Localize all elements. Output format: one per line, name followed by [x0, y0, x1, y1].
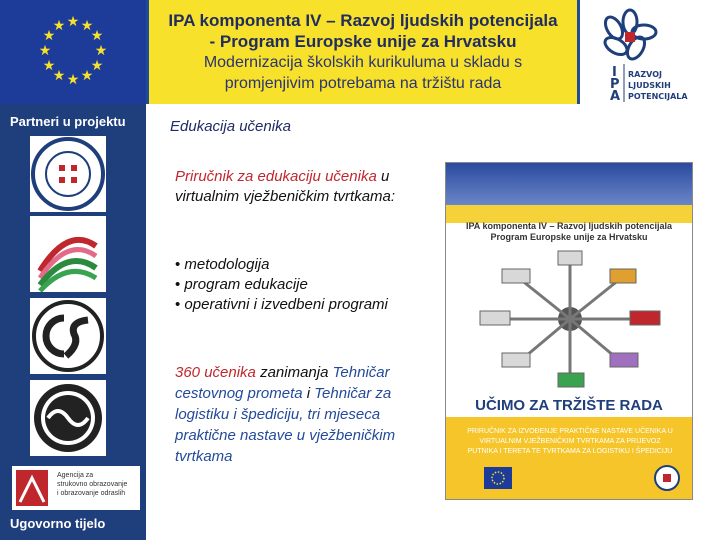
svg-text:★: ★ — [66, 14, 80, 30]
intro-red-1: Priručnik za edukaciju — [175, 168, 321, 185]
cover-sky-band — [446, 163, 692, 223]
list-item: • program edukacije — [175, 275, 415, 295]
eu-stars-icon — [0, 0, 146, 104]
cover-yellow-band — [446, 417, 692, 500]
info-occupation-1: Tehničar cestovnog prometa — [175, 364, 390, 402]
partner-logo-cs — [30, 298, 106, 374]
wave-logo-icon — [30, 216, 106, 292]
info-word-2: i — [302, 385, 315, 402]
vehicles-wheel-illustration — [470, 249, 670, 389]
info-occupation-2: Tehničar za logistiku i špediciju, tri mjeseca praktične nastave u vježbeničkim tvrtkama — [175, 385, 396, 465]
svg-text:★: ★ — [66, 72, 80, 88]
handbook-cover-image — [445, 162, 693, 500]
svg-text:★: ★ — [52, 18, 66, 34]
cover-eu-flag-icon — [484, 467, 512, 489]
cs-logo-icon — [30, 298, 106, 374]
eu-flag-logo — [0, 0, 146, 104]
svg-text:★: ★ — [42, 58, 56, 74]
agency-line-2: strukovno obrazovanje — [57, 481, 128, 488]
cover-header-line-1: IPA komponenta IV – Razvoj ljudskih potencijala — [465, 221, 673, 231]
content-title: Edukacija učenika — [170, 118, 291, 135]
partners-sidebar — [0, 104, 146, 540]
svg-text:★: ★ — [52, 68, 66, 84]
info-word-1: zanimanja — [255, 364, 333, 381]
partner-logo-wave — [30, 216, 106, 292]
project-header — [146, 0, 580, 104]
ipa-flower-icon — [580, 0, 720, 104]
ipa-letter-a: A — [610, 89, 621, 104]
list-item: • metodologija — [175, 255, 415, 275]
intro-text — [175, 167, 415, 207]
school-seal-icon — [30, 136, 106, 212]
header-line-1: IPA komponenta IV – Razvoj ljudskih potencijala — [168, 11, 558, 30]
ipa-text-3: POTENCIJALA — [628, 92, 688, 101]
cover-header-text — [446, 221, 692, 243]
sidebar-title: Partneri u projektu — [10, 114, 126, 129]
svg-text:★: ★ — [42, 28, 56, 44]
svg-text:★: ★ — [38, 43, 52, 59]
svg-text:★: ★ — [80, 18, 94, 34]
intro-rest: u virtualnim vježbeničkim tvrtkama: — [175, 168, 396, 205]
ipa-text-1: RAZVOJ — [628, 70, 662, 79]
partner-logo-agency — [12, 466, 140, 510]
intro-red-2: učenika — [325, 168, 377, 185]
svg-text:★: ★ — [90, 28, 104, 44]
partner-logo-school — [30, 136, 106, 212]
header-line-2: - Program Europske unije za Hrvatsku — [209, 32, 517, 51]
ipa-text-2: LJUDSKIH — [628, 81, 671, 90]
info-count: 360 učenika — [175, 364, 256, 381]
cover-header-line-2: Program Europske unije za Hrvatsku — [490, 232, 648, 242]
cover-title: UČIMO ZA TRŽIŠTE RADA — [475, 397, 663, 414]
cover-subtitle: PRIRUČNIK ZA IZVOĐENJE PRAKTIČNE NASTAVE UČENIKA U VIRTUALNIM VJEŽBENIČKIM TVRTKAMA ZA PRIJEVOZ PUTNIKA I TERETA TE TVRTKAMA ZA LOGISTIKU I ŠPEDICIJU — [467, 428, 673, 455]
cover-school-seal-icon — [654, 465, 680, 491]
students-info — [175, 362, 415, 467]
svg-text:★: ★ — [80, 68, 94, 84]
header-line-3: Modernizacija školskih kurikuluma u skladu s — [203, 54, 523, 71]
contents-list — [175, 255, 415, 315]
agency-name — [57, 471, 127, 498]
header-line-4: promjenjivim potrebama na tržištu rada — [224, 75, 502, 92]
ipa-letter-i: I — [612, 65, 617, 80]
agency-logo-icon — [12, 466, 52, 510]
ipa-letter-p: P — [610, 77, 620, 92]
contracting-authority-label: Ugovorno tijelo — [10, 516, 106, 531]
agency-line-1: Agencija za — [57, 472, 94, 479]
circle-wave-logo-icon — [30, 380, 106, 456]
svg-text:★: ★ — [94, 43, 108, 59]
ipa-logo — [580, 0, 720, 104]
agency-line-3: i obrazovanje odraslih — [57, 490, 126, 497]
partner-logo-circle — [30, 380, 106, 456]
list-item: • operativni i izvedbeni programi — [175, 295, 415, 315]
svg-text:★: ★ — [90, 58, 104, 74]
